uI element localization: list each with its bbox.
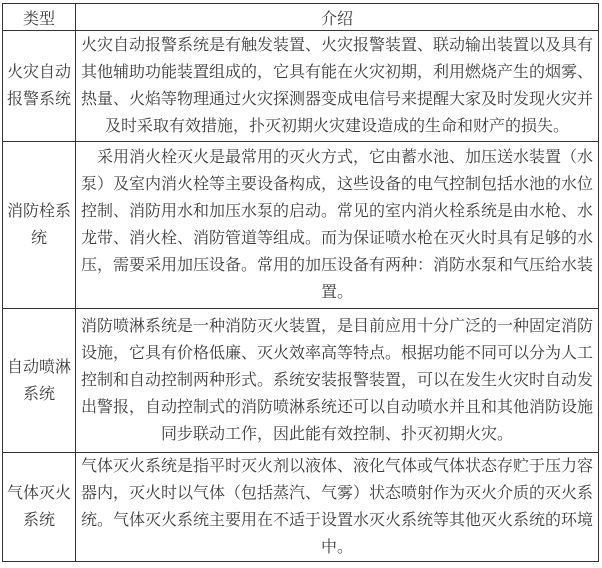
intro-cell bbox=[76, 142, 599, 309]
type-line: 报警系统 bbox=[6, 91, 71, 108]
intro-line: 统。气体灭火系统主要用在不适于设置水灭火系统等其他灭火系统的环境 bbox=[80, 512, 593, 529]
table-header bbox=[3, 4, 599, 31]
type-line: 统 bbox=[30, 230, 47, 247]
table-row bbox=[3, 31, 599, 142]
intro-line: 控制、消防用水和加压水泵的启动。常见的室内消火栓系统是由水枪、水 bbox=[80, 203, 593, 220]
fire-systems-table bbox=[2, 3, 599, 562]
type-line: 消防栓系 bbox=[6, 203, 71, 220]
intro-line: 其他辅助功能装置组成的，它具有能在火灾初期，利用燃烧产生的烟雾、 bbox=[80, 64, 593, 81]
table-body bbox=[3, 31, 599, 562]
intro-line: 火灾自动报警系统是有触发装置、火灾报警装置、联动输出装置以及具有 bbox=[80, 37, 593, 54]
type-line: 火灾自动 bbox=[6, 64, 71, 81]
intro-line: 设施，它具有价格低廉、灭火效率高等特点。根据功能不同可以分为人工 bbox=[80, 345, 593, 362]
intro-line: 置。 bbox=[320, 284, 353, 301]
type-line: 气体灭火 bbox=[6, 485, 71, 502]
type-cell bbox=[3, 31, 76, 142]
intro-line: 中。 bbox=[320, 539, 353, 556]
intro-line: 泵）及室内消火栓等主要设备构成，这些设备的电气控制包括水池的水位 bbox=[80, 176, 593, 193]
intro-line: 热量、火焰等物理通过火灾探测器变成电信号来提醒大家及时发现火灾并 bbox=[80, 91, 593, 108]
intro-cell bbox=[76, 453, 599, 562]
header-intro: 介绍 bbox=[76, 4, 599, 31]
intro-line: 消防喷淋系统是一种消防灭火装置，是目前应用十分广泛的一种固定消防 bbox=[80, 318, 593, 335]
type-cell bbox=[3, 453, 76, 562]
table-row bbox=[3, 142, 599, 309]
header-row bbox=[3, 4, 599, 31]
type-line: 系统 bbox=[22, 385, 55, 403]
type-cell bbox=[3, 309, 76, 453]
intro-line: 气体灭火系统是指平时灭火剂以液体、液化气体或气体状态存贮于压力容 bbox=[80, 458, 593, 475]
intro-line: 采用消火栓灭火是最常用的灭火方式，它由蓄水池、加压送水装置（水 bbox=[80, 149, 593, 166]
header-type: 类型 bbox=[3, 4, 76, 31]
intro-line: 及时采取有效措施，扑灭初期火灾建设造成的生命和财产的损失。 bbox=[104, 118, 569, 135]
intro-line: 控制和自动控制两种形式。系统安装报警装置，可以在发生火灾时自动发 bbox=[80, 372, 593, 389]
table-row bbox=[3, 309, 599, 453]
intro-line: 器内，灭火时以气体（包括蒸汽、气雾）状态喷射作为灭火介质的灭火系 bbox=[80, 485, 593, 502]
type-line: 系统 bbox=[22, 512, 55, 529]
type-cell bbox=[3, 142, 76, 309]
type-line: 自动喷淋 bbox=[6, 358, 71, 376]
intro-line: 同步联动工作，因此能有效控制、扑灭初期火灾。 bbox=[160, 426, 513, 443]
intro-cell bbox=[76, 309, 599, 453]
intro-cell bbox=[76, 31, 599, 142]
intro-line: 出警报，自动控制式的消防喷淋系统还可以自动喷水并且和其他消防设施 bbox=[80, 399, 593, 416]
intro-line: 龙带、消火栓、消防管道等组成。而为保证喷水枪在灭火时具有足够的水 bbox=[80, 230, 593, 247]
intro-line: 压，需要采用加压设备。常用的加压设备有两种：消防水泵和气压给水装 bbox=[80, 257, 593, 274]
table-row bbox=[3, 453, 599, 562]
